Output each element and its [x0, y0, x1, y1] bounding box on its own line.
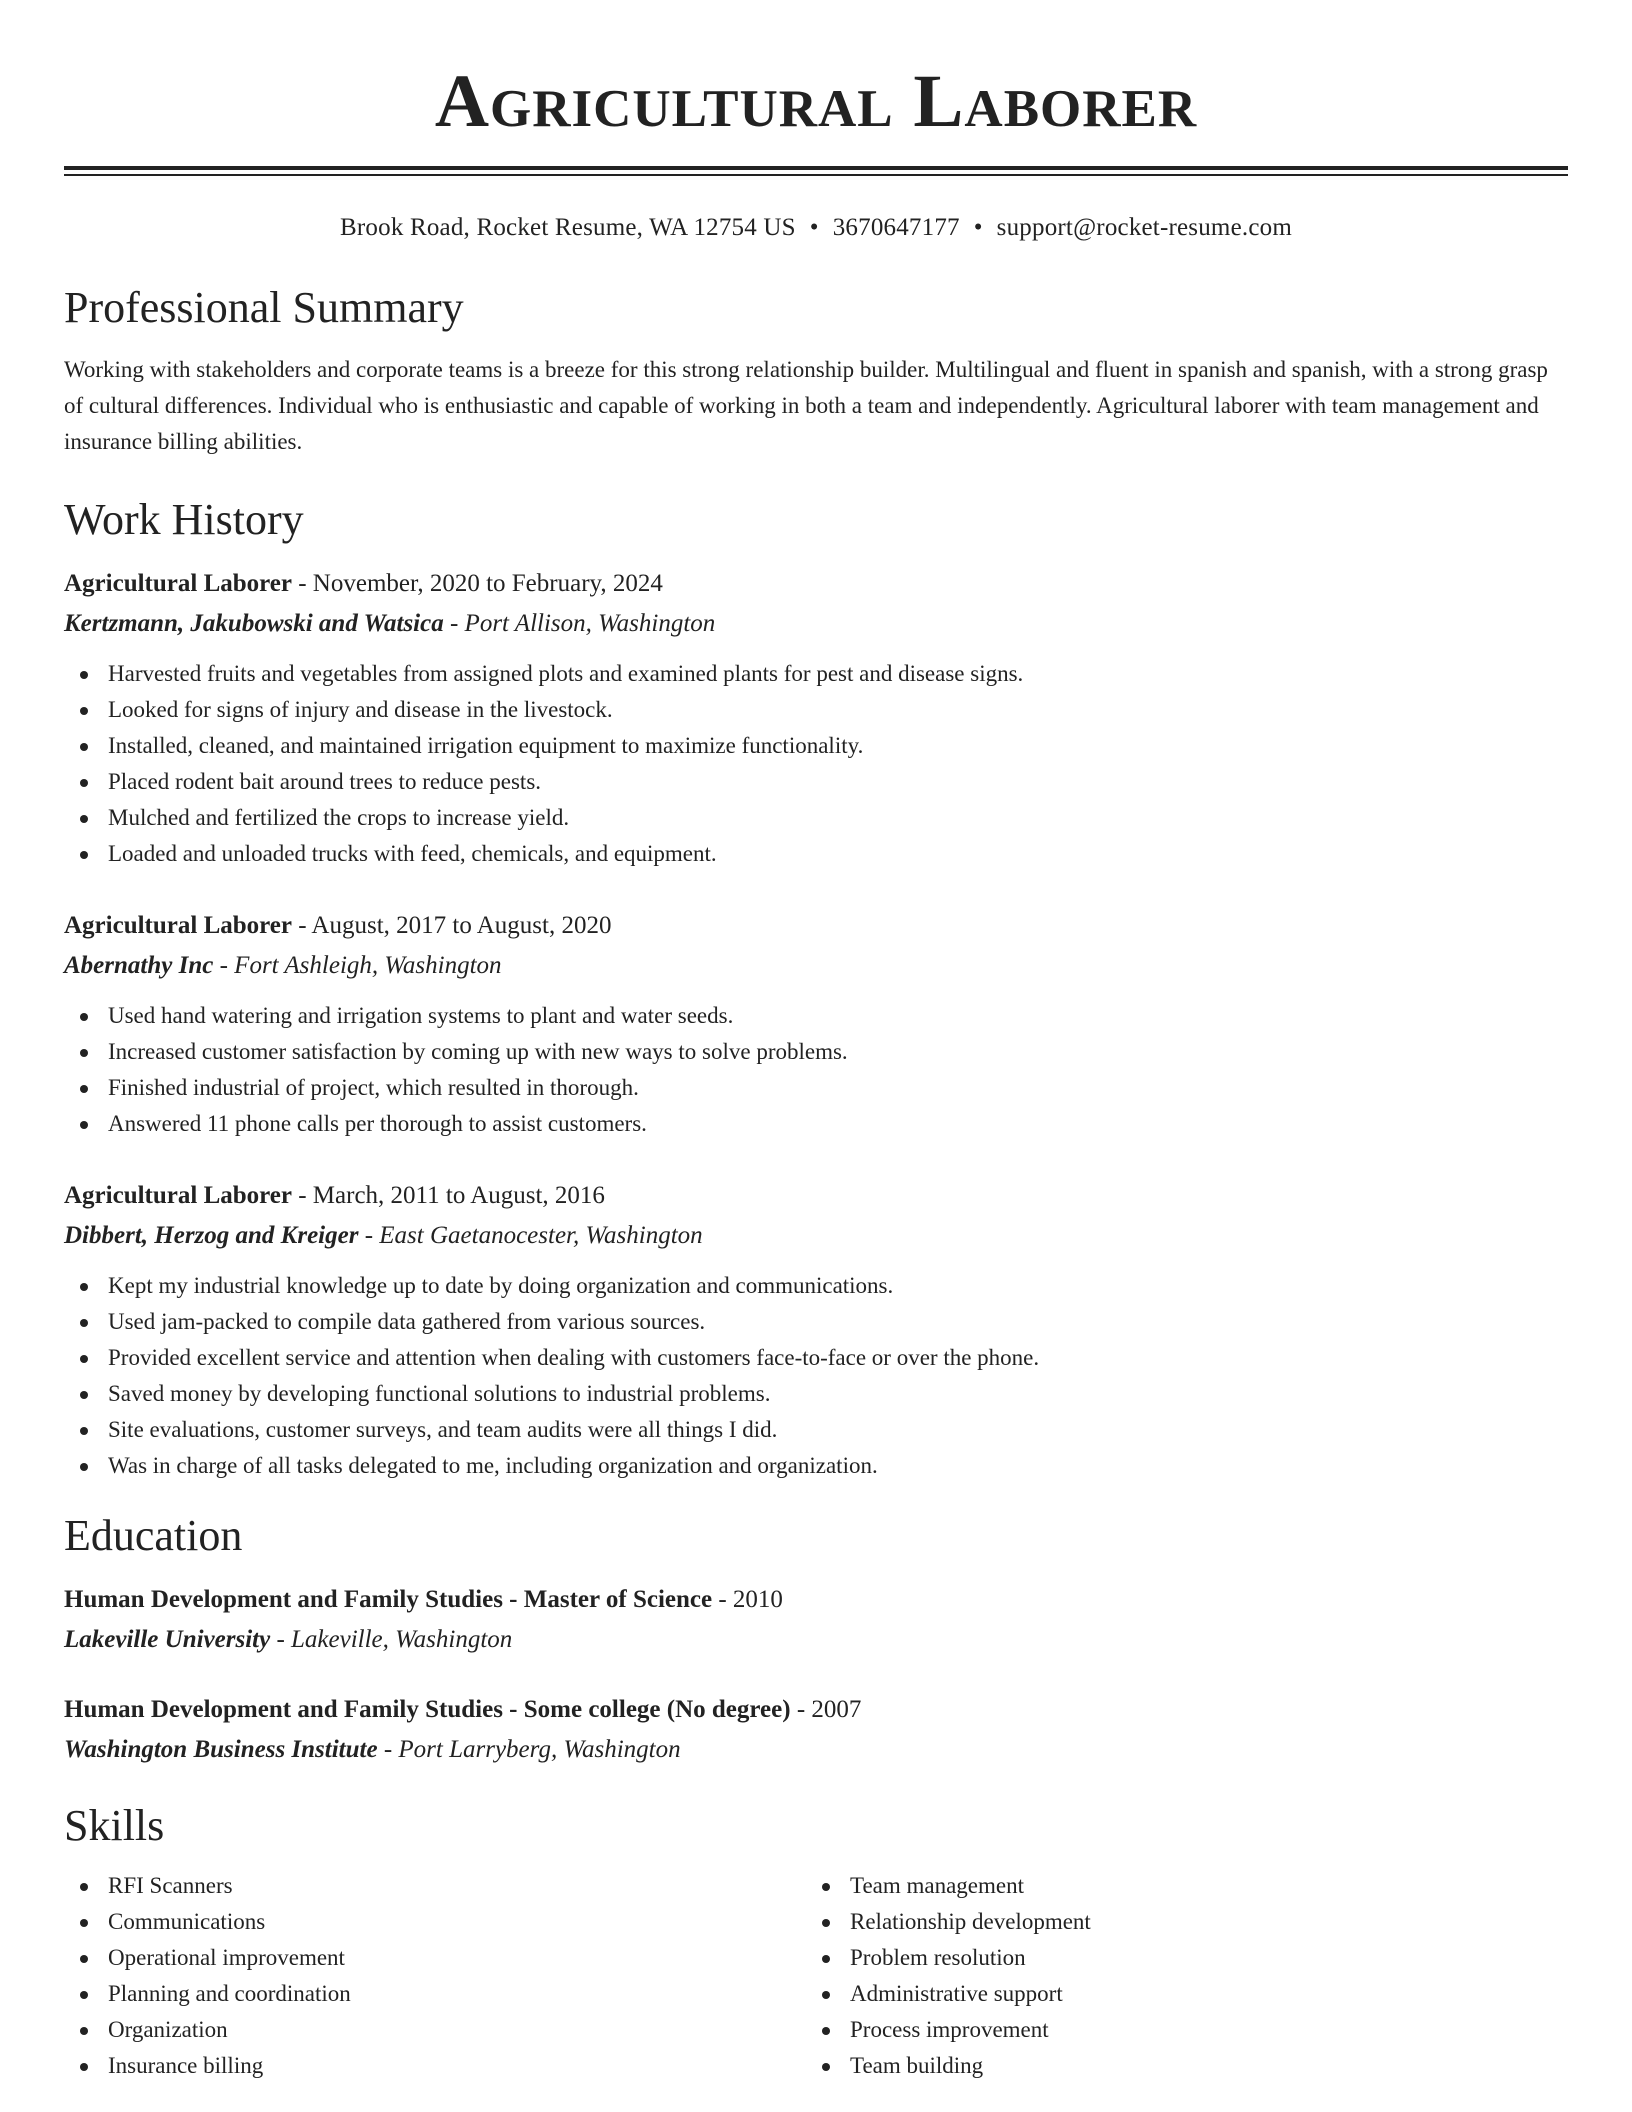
list-item: Installed, cleaned, and maintained irrigation equipment to maximize functionality.	[64, 728, 1568, 764]
skill-item: Problem resolution	[806, 1940, 1548, 1976]
list-item: Used hand watering and irrigation systems to plant and water seeds.	[64, 998, 1568, 1034]
education-degree: Human Development and Family Studies - Some college (No degree)	[64, 1696, 791, 1723]
skills-columns	[64, 1868, 1568, 2084]
education-location: - Lakeville, Washington	[270, 1626, 513, 1653]
skill-item: Insurance billing	[64, 2048, 806, 2084]
skill-item: Relationship development	[806, 1904, 1548, 1940]
contact-separator: •	[809, 214, 819, 241]
resume-name: Agricultural Laborer	[434, 60, 1198, 143]
job-company-line	[64, 1216, 1568, 1256]
education-year: - 2010	[712, 1586, 783, 1613]
skills-list-right	[806, 1868, 1548, 2084]
skills-list-left	[64, 1868, 806, 2084]
list-item: Mulched and fertilized the crops to increase yield.	[64, 800, 1568, 836]
list-item: Was in charge of all tasks delegated to me, including organization and organization.	[64, 1448, 1568, 1484]
education-degree-line	[64, 1690, 1568, 1730]
skill-item: RFI Scanners	[64, 1868, 806, 1904]
list-item: Looked for signs of injury and disease in the livestock.	[64, 692, 1568, 728]
list-item: Increased customer satisfaction by coming up with new ways to solve problems.	[64, 1034, 1568, 1070]
education-year: - 2007	[790, 1696, 862, 1723]
job-entry	[64, 906, 1568, 1142]
list-item: Harvested fruits and vegetables from assigned plots and examined plants for pest and disease signs.	[64, 656, 1568, 692]
job-company: Kertzmann, Jakubowski and Watsica	[64, 610, 444, 637]
work-history-heading: Work History	[64, 495, 304, 544]
summary-heading: Professional Summary	[64, 283, 464, 332]
job-dates: - November, 2020 to February, 2024	[291, 570, 663, 597]
job-company: Dibbert, Herzog and Kreiger	[64, 1222, 359, 1249]
job-duties	[64, 998, 1568, 1142]
list-item: Used jam-packed to compile data gathered from various sources.	[64, 1304, 1568, 1340]
job-title: Agricultural Laborer	[64, 1182, 292, 1209]
job-title-line	[64, 1176, 1568, 1216]
job-dates: - March, 2011 to August, 2016	[291, 1182, 605, 1209]
job-title: Agricultural Laborer	[64, 912, 292, 939]
job-company: Abernathy Inc	[64, 952, 214, 979]
skill-item: Administrative support	[806, 1976, 1548, 2012]
skill-item: Process improvement	[806, 2012, 1548, 2048]
skill-item: Planning and coordination	[64, 1976, 806, 2012]
list-item: Loaded and unloaded trucks with feed, chemicals, and equipment.	[64, 836, 1568, 872]
list-item: Provided excellent service and attention when dealing with customers face-to-face or over the phone.	[64, 1340, 1568, 1376]
skill-item: Communications	[64, 1904, 806, 1940]
job-company-line	[64, 604, 1568, 644]
contact-separator: •	[973, 214, 983, 241]
job-entry	[64, 564, 1568, 872]
education-heading: Education	[64, 1511, 243, 1560]
education-school-line	[64, 1730, 1568, 1770]
job-title-line	[64, 906, 1568, 946]
job-duties	[64, 656, 1568, 872]
resume-page	[64, 0, 1568, 2084]
job-location: - Fort Ashleigh, Washington	[213, 952, 502, 979]
contact-phone: 3670647177	[832, 214, 960, 241]
job-location: - Port Allison, Washington	[443, 610, 716, 637]
skill-item: Team building	[806, 2048, 1548, 2084]
list-item: Finished industrial of project, which resulted in thorough.	[64, 1070, 1568, 1106]
contact-line	[64, 212, 1568, 244]
job-title: Agricultural Laborer	[64, 570, 292, 597]
list-item: Kept my industrial knowledge up to date by doing organization and communications.	[64, 1268, 1568, 1304]
education-degree: Human Development and Family Studies - Master of Science	[64, 1586, 713, 1613]
skill-item: Organization	[64, 2012, 806, 2048]
skill-item: Team management	[806, 1868, 1548, 1904]
skill-item: Operational improvement	[64, 1940, 806, 1976]
job-title-line	[64, 564, 1568, 604]
skills-heading: Skills	[64, 1801, 165, 1850]
summary-text: Working with stakeholders and corporate teams is a breeze for this strong relationship builder. Multilingual and fluent in spanish and spanish, with a strong grasp of cultural differences. Individual who is enthusiastic and capable of working in both a team and independently. Agricultural laborer with team management and insurance billing abilities.	[64, 357, 1548, 454]
education-entry	[64, 1690, 1568, 1770]
education-school: Lakeville University	[64, 1626, 271, 1653]
education-school-line	[64, 1620, 1568, 1660]
job-dates: - August, 2017 to August, 2020	[291, 912, 612, 939]
list-item: Placed rodent bait around trees to reduce pests.	[64, 764, 1568, 800]
education-degree-line	[64, 1580, 1568, 1620]
education-location: - Port Larryberg, Washington	[377, 1736, 681, 1763]
education-entry	[64, 1580, 1568, 1660]
job-company-line	[64, 946, 1568, 986]
list-item: Site evaluations, customer surveys, and team audits were all things I did.	[64, 1412, 1568, 1448]
contact-address: Brook Road, Rocket Resume, WA 12754 US	[340, 214, 796, 241]
contact-email: support@rocket-resume.com	[996, 214, 1292, 241]
header-divider-thin	[64, 174, 1568, 176]
list-item: Saved money by developing functional solutions to industrial problems.	[64, 1376, 1568, 1412]
job-entry	[64, 1176, 1568, 1484]
list-item: Answered 11 phone calls per thorough to assist customers.	[64, 1106, 1568, 1142]
job-location: - East Gaetanocester, Washington	[358, 1222, 703, 1249]
job-duties	[64, 1268, 1568, 1484]
education-school: Washington Business Institute	[64, 1736, 378, 1763]
